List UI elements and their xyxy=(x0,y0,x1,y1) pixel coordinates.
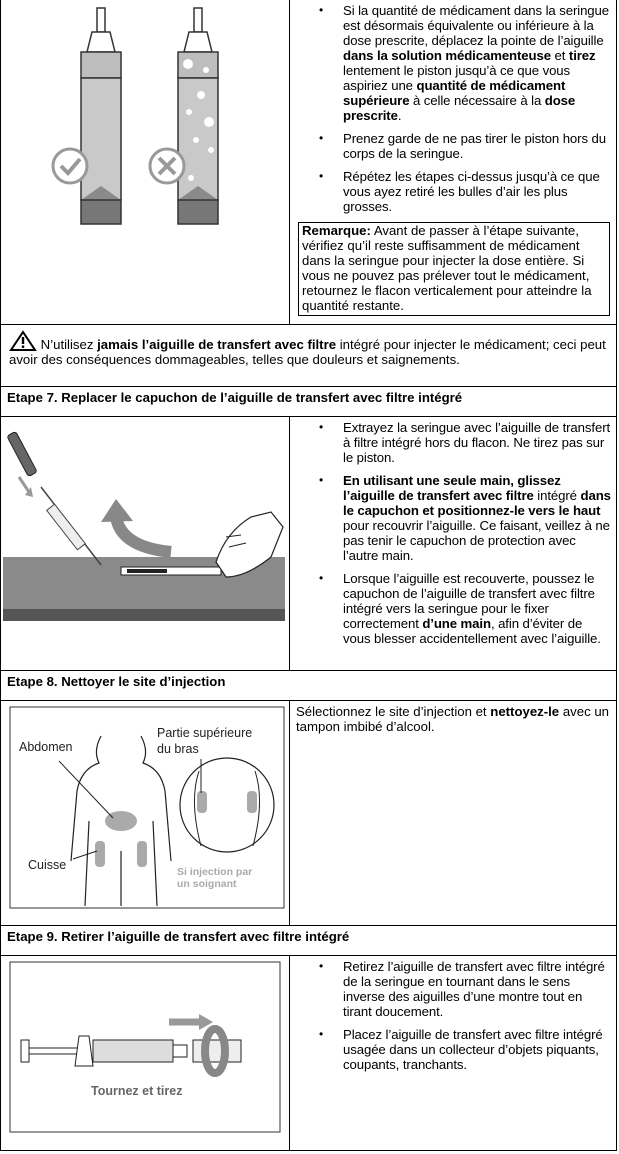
step9-title: Etape 9. Retirer l’aiguille de transfert avec filtre intégré xyxy=(7,929,350,944)
text-run: et xyxy=(550,48,569,63)
table-row xyxy=(1,417,616,671)
text-run: dose prescrite xyxy=(343,93,576,123)
text-run: quantité de médicament supérieure xyxy=(343,78,566,108)
list-item xyxy=(343,1027,612,1072)
text-run: Si la quantité de médicament dans la seringue est désormais équivalente ou inférieure à la dose prescrite, déplacez la pointe de l’aiguille xyxy=(343,3,610,48)
text-run: Lorsque l’aiguille est recouverte, poussez le capuchon de l’aiguille de transfert avec filtre intégré vers la seringue pour le fixer correctement xyxy=(343,571,595,631)
list-item xyxy=(343,131,612,161)
text-run: nettoyez-le xyxy=(490,704,560,719)
note-label: Remarque: xyxy=(302,223,371,238)
step9-illustration xyxy=(1,956,290,1151)
step8-text xyxy=(296,704,612,734)
text-run: Retirez l’aiguille de transfert avec filtre intégré de la seringue en tournant dans le sens inverse des aiguilles d’une montre tout en tirant doucement. xyxy=(343,959,605,1019)
text-run: jamais l’aiguille de transfert avec filtre xyxy=(97,337,337,352)
label-upper-arm-1: Partie supérieure xyxy=(157,726,253,740)
step9-instructions xyxy=(290,956,616,1151)
table-row xyxy=(1,0,616,325)
step7-instructions xyxy=(290,417,616,670)
list-item xyxy=(343,959,612,1019)
text-run: intégré pour injecter le médicament; ceci peut avoir des conséquences dommageables, telles que douleurs et saignements. xyxy=(9,337,606,367)
step9-bullet-list xyxy=(296,959,612,1072)
syringe-bubbles-illustration xyxy=(1,0,290,324)
step7-bullet-list xyxy=(296,420,612,646)
list-item xyxy=(343,169,612,214)
table-row xyxy=(1,926,616,956)
text-run: tirez xyxy=(568,48,596,63)
text-run: d’une main xyxy=(422,616,491,631)
warning-row xyxy=(1,325,616,387)
list-item xyxy=(343,420,612,465)
list-item xyxy=(343,473,612,563)
table-row xyxy=(1,671,616,701)
note-text: Avant de passer à l’étape suivante, vérifiez qu’il reste suffisamment de médicament dans la seringue pour injecter la dose entière. Si vous ne pouvez pas prélever tout le médicament, retournez le flacon verticalement pour atteindre la quantité restante. xyxy=(302,223,592,313)
warning-text xyxy=(1,325,616,367)
injection-sites-figure xyxy=(1,701,289,926)
twist-pull-caption: Tournez et tirez xyxy=(91,1084,183,1098)
syringe-check-cross-figure xyxy=(1,0,289,325)
text-run: Prenez garde de ne pas tirer le piston hors du corps de la seringue. xyxy=(343,131,606,161)
step8-illustration xyxy=(1,701,290,925)
table-row xyxy=(1,956,616,1151)
text-run: Répétez les étapes ci-dessus jusqu’à ce que vous ayez retiré les bulles d’air les plus grosses. xyxy=(343,169,600,214)
table-row xyxy=(1,701,616,926)
table-row xyxy=(1,387,616,417)
text-run: dans la solution médicamenteuse xyxy=(343,48,551,63)
text-run: Extrayez la seringue avec l’aiguille de transfert à filtre intégré hors du flacon. Ne tirez pas sur le piston. xyxy=(343,420,611,465)
step8-instructions xyxy=(290,701,616,925)
label-thigh: Cuisse xyxy=(28,858,67,872)
text-run: avec un tampon imbibé d’alcool. xyxy=(296,704,610,734)
text-run: intégré xyxy=(533,488,581,503)
text-run: lentement le piston jusqu’à ce que vous aspiriez une xyxy=(343,63,571,93)
list-item xyxy=(343,3,612,123)
label-caregiver-1: Si injection par xyxy=(177,866,253,878)
label-caregiver-2: un soignant xyxy=(177,878,237,890)
text-run: Sélectionnez le site d’injection et xyxy=(296,704,491,719)
step7-title: Etape 7. Replacer le capuchon de l’aiguille de transfert avec filtre intégré xyxy=(7,390,463,405)
label-abdomen: Abdomen xyxy=(19,740,73,754)
warning-message xyxy=(9,337,606,367)
warning-triangle-icon xyxy=(9,330,37,352)
text-run: N’utilisez xyxy=(37,337,98,352)
list-item xyxy=(343,571,612,646)
step8-title: Etape 8. Nettoyer le site d’injection xyxy=(7,674,226,689)
row1-instructions xyxy=(290,0,616,324)
remove-needle-figure xyxy=(1,956,289,1151)
text-run: . xyxy=(397,108,402,123)
text-run: à celle nécessaire à la xyxy=(409,93,545,108)
step7-illustration xyxy=(1,417,290,670)
label-upper-arm-2: du bras xyxy=(157,742,199,756)
text-run: En utilisant une seule main, glissez l’aiguille de transfert avec filtre xyxy=(343,473,561,503)
note-box xyxy=(298,222,610,316)
recap-needle-figure xyxy=(1,417,289,671)
text-run: Placez l’aiguille de transfert avec filtre intégré usagée dans un collecteur d’objets piquants, coupants, tranchants. xyxy=(343,1027,603,1072)
text-run: dans le capuchon et positionnez-le vers le haut xyxy=(343,488,611,518)
text-run: , afin d’éviter de vous blesser accidentellement avec l’aiguille. xyxy=(343,616,601,646)
text-run: pour recouvrir l’aiguille. Ce faisant, veillez à ne pas tenir le capuchon de protection avec l’autre main. xyxy=(343,518,610,563)
row1-bullet-list xyxy=(296,3,612,214)
